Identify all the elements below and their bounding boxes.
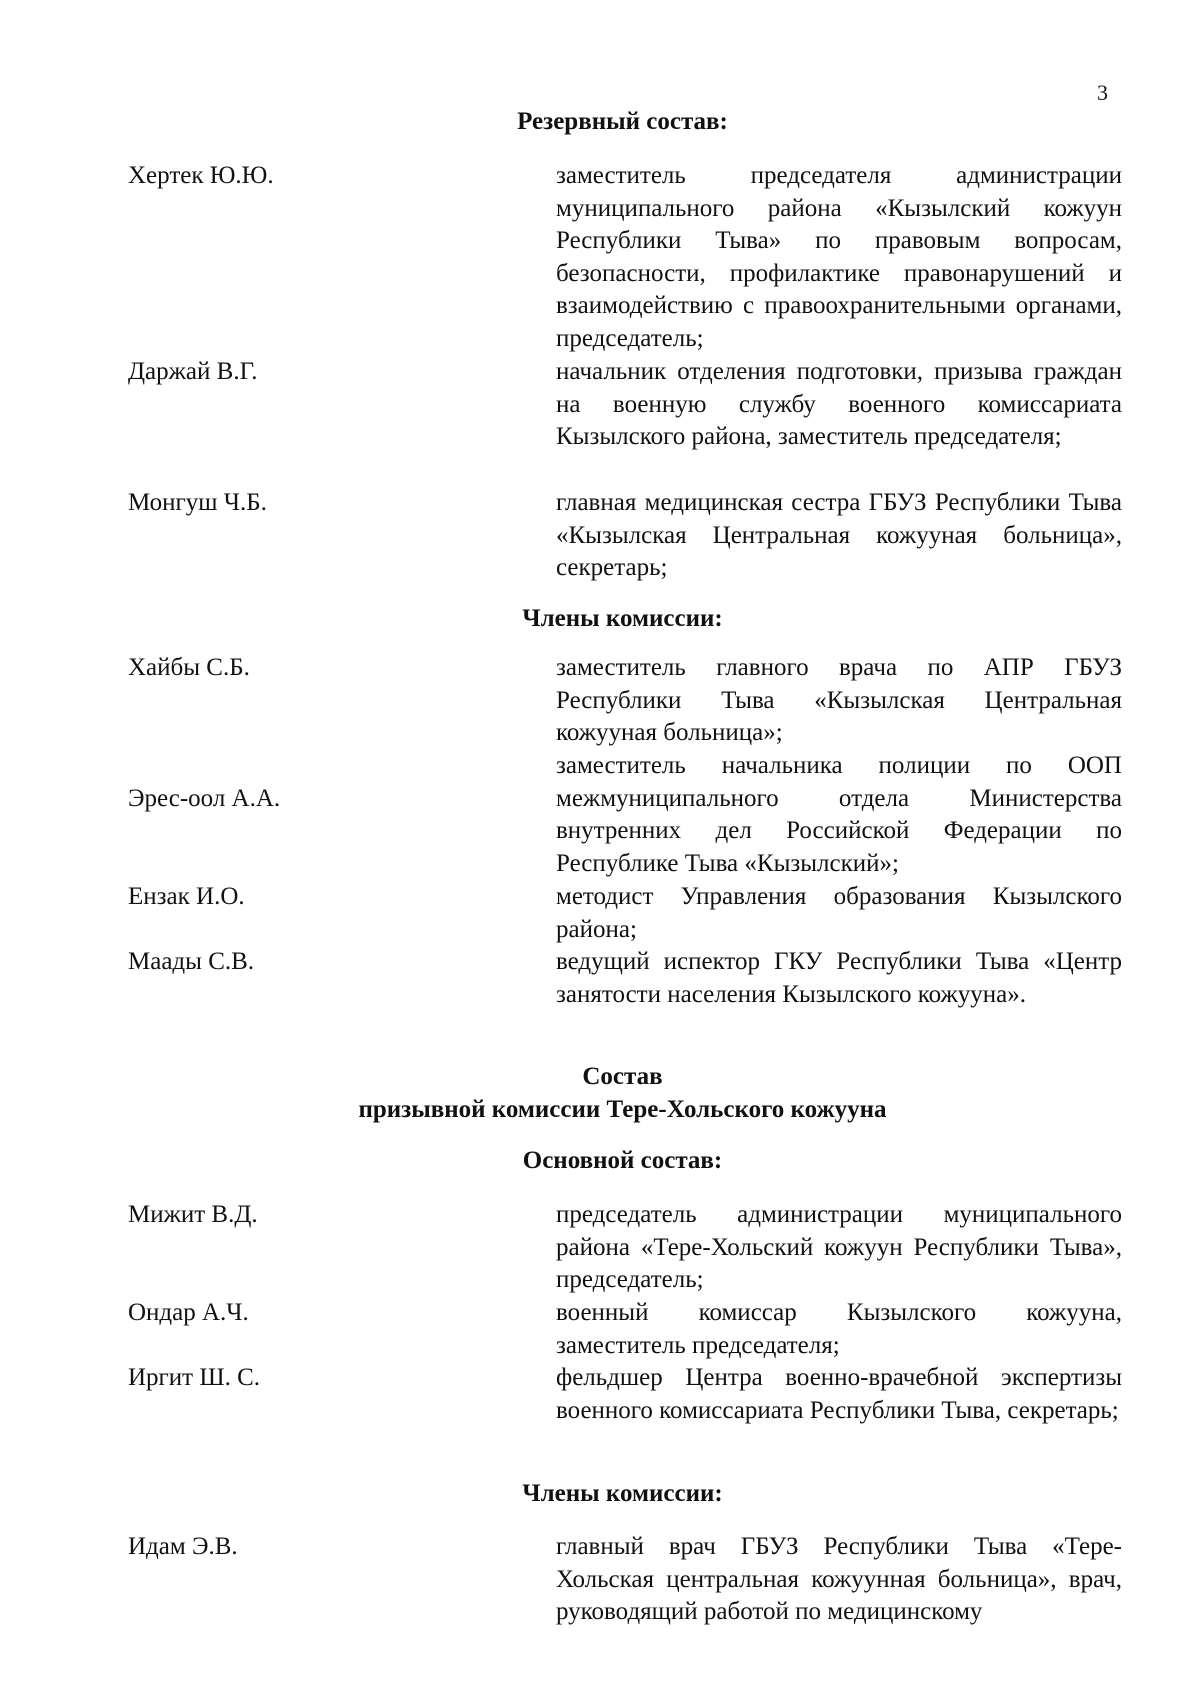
section-heading-reserve: Резервный состав: [517, 108, 728, 135]
section-heading-members-2: Члены комиссии: [522, 1480, 723, 1507]
member-position: главная медицинская сестра ГБУЗ Республики Тыва «Кызылская Центральная кожууная больница», секретарь; [556, 489, 1122, 582]
member-position: военный комиссар Кызылского кожууна, заместитель председателя; [556, 1299, 1122, 1359]
member-position: ведущий испектор ГКУ Республики Тыва «Центр занятости населения Кызылского кожууна». [556, 948, 1122, 1008]
member-position: заместитель начальника полиции по ООП межмуниципального отдела Министерства внутренних дел Российской Федерации по Республике Тыва «Кызылский»; [556, 752, 1122, 877]
member-name: Эрес-оол А.А. [128, 785, 281, 812]
member-name: Ондар А.Ч. [128, 1299, 249, 1326]
member-name: Хайбы С.Б. [128, 654, 250, 681]
composition-title-line2: призывной комиссии Тере-Хольского кожууна [358, 1096, 887, 1123]
member-position: главный врач ГБУЗ Республики Тыва «Тере-Хольская центральная кожуунная больница», врач, руководящий работой по медицинскому [556, 1533, 1122, 1626]
member-position: начальник отделения подготовки, призыва граждан на военную службу военного комиссариата Кызылского района, заместитель председателя; [556, 358, 1122, 451]
member-name: Мижит В.Д. [128, 1201, 258, 1228]
member-name: Ензак И.О. [128, 883, 245, 910]
member-name: Хертек Ю.Ю. [128, 162, 274, 189]
member-position: заместитель главного врача по АПР ГБУЗ Республики Тыва «Кызылская Центральная кожууная больница»; [556, 654, 1122, 747]
member-position: председатель администрации муниципального района «Тере-Хольский кожуун Республики Тыва», председатель; [556, 1201, 1122, 1294]
member-position: методист Управления образования Кызылского района; [556, 883, 1122, 943]
member-position: заместитель председателя администрации муниципального района «Кызылский кожуун Республики Тыва» по правовым вопросам, безопасности, профилактике правонарушений и взаимодействию с правоохранительными органами, председатель; [556, 162, 1122, 352]
member-name: Даржай В.Г. [128, 358, 258, 385]
section-heading-members: Члены комиссии: [522, 605, 723, 632]
page-number: 3 [1097, 80, 1108, 105]
member-name: Монгуш Ч.Б. [128, 489, 267, 516]
member-name: Иргит Ш. С. [128, 1364, 261, 1391]
composition-title-line1: Состав [582, 1063, 663, 1090]
member-name: Идам Э.В. [128, 1533, 238, 1560]
member-position: фельдшер Центра военно-врачебной экспертизы военного комиссариата Республики Тыва, секретарь; [556, 1364, 1122, 1424]
section-heading-main: Основной состав: [522, 1147, 723, 1174]
member-name: Маады С.В. [128, 948, 255, 975]
